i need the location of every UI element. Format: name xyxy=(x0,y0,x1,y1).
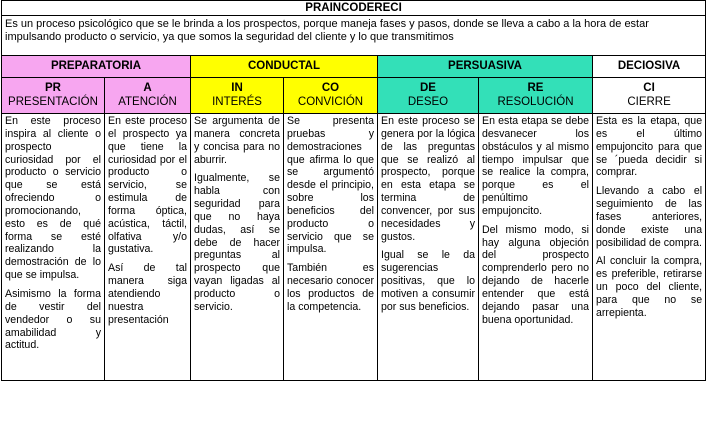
subheader-presentacion xyxy=(2,78,105,114)
stage-persuasiva: PERSUASIVA xyxy=(378,56,593,78)
intro-text: Es un proceso psicológico que se le brinda a los prospectos, porque maneja fases y pasos, donde se lleva a cabo a la hora de estar impulsando producto o servicio, ya que somos la seguridad del cliente y lo que transmitimos xyxy=(2,16,706,56)
subheader-cierre xyxy=(593,78,706,114)
abbr-in: IN xyxy=(231,82,243,94)
name-interes: INTERÉS xyxy=(212,95,262,108)
paragraph: En este proceso se genera por la lógica de las preguntas que se realizó al prospecto, porque en esta etapa se termina de convencer, por sus necesidades y gustos. xyxy=(381,115,475,243)
paragraph: Asimismo la forma de vestir del vendedor o su amabilidad y actitud. xyxy=(5,287,101,352)
body-presentacion xyxy=(2,114,105,381)
body-cierre xyxy=(593,114,706,381)
paragraph: En este proceso inspira al cliente o prospecto curiosidad por el producto o servicio que se está ofreciendo o promocionando, esto es de qué forma se esté realizando la demostración de lo que se impulsa. xyxy=(5,115,101,282)
subheader-atencion xyxy=(105,78,191,114)
paragraph: Igual se le da sugerencias positivas, que lo motiven a consumir por sus beneficios. xyxy=(381,249,475,313)
subheader-resolucion xyxy=(479,78,593,114)
paragraph: También es necesario conocer los productos de la competencia. xyxy=(287,262,374,313)
paragraph: En esta etapa se debe desvanecer los obstáculos y al mismo tiempo impulsar que se realice la compra, porque es el penúltimo empujoncito. xyxy=(482,115,589,217)
name-convicion: CONVICIÓN xyxy=(297,95,364,108)
name-deseo: DESEO xyxy=(407,95,449,108)
abbr-re: RE xyxy=(527,82,544,94)
abbr-co: CO xyxy=(321,82,340,94)
paragraph: Al concluir la compra, es preferible, retirarse un poco del cliente, para que no se arrepienta. xyxy=(596,255,703,319)
abbr-a: A xyxy=(143,82,152,94)
paragraph: Llevando a cabo el seguimiento de las fases anteriores, donde existe una posibilidad de compra. xyxy=(596,185,703,249)
name-atencion: ATENCIÓN xyxy=(118,95,177,108)
stage-conductal: CONDUCTAL xyxy=(191,56,378,78)
body-convicion xyxy=(284,114,378,381)
paragraph: En este proceso el prospecto ya que tiene la curiosidad por el producto o servicio, se estimula de forma óptica, acústica, táctil, olfativa y/o gustativa. xyxy=(108,115,187,256)
body-deseo xyxy=(378,114,479,381)
paragraph: Se presenta pruebas y demostraciones que afirma lo que se argumentó desde el principio, sobre los beneficios del producto o servicio que se impulsa. xyxy=(287,115,374,256)
paragraph: Así de tal manera siga atendiendo nuestra presentación xyxy=(108,262,187,326)
name-resolucion: RESOLUCIÓN xyxy=(497,95,574,108)
stage-deciosiva: DECIOSIVA xyxy=(593,56,706,78)
paragraph: Del mismo modo, si hay alguna objeción del prospecto comprenderlo pero no dejando de hacerle entender que está dejando pasar una buena oportunidad. xyxy=(482,223,589,326)
body-resolucion xyxy=(479,114,593,381)
abbr-ci: CI xyxy=(643,82,655,94)
stage-preparatoria: PREPARATORIA xyxy=(2,56,191,78)
paragraph: Se argumenta de manera concreta y concisa para no aburrir. xyxy=(194,115,280,166)
subheader-convicion xyxy=(284,78,378,114)
paragraph: Esta es la etapa, que es el último empujoncito para que se ´pueda decidir si comprar. xyxy=(596,115,703,179)
paragraph: Igualmente, se habla con seguridad para que no haya dudas, así se debe de hacer preguntas al prospecto que vayan ligadas al producto o servicio. xyxy=(194,172,280,313)
praincodereci-table xyxy=(1,0,706,381)
body-interes xyxy=(191,114,284,381)
name-cierre: CIERRE xyxy=(627,95,671,108)
abbr-pr: PR xyxy=(45,82,61,94)
subheader-deseo xyxy=(378,78,479,114)
body-atencion xyxy=(105,114,191,381)
abbr-de: DE xyxy=(420,82,436,94)
table-title: PRAINCODERECI xyxy=(2,1,706,16)
subheader-interes xyxy=(191,78,284,114)
name-presentacion: PRESENTACIÓN xyxy=(8,95,98,108)
